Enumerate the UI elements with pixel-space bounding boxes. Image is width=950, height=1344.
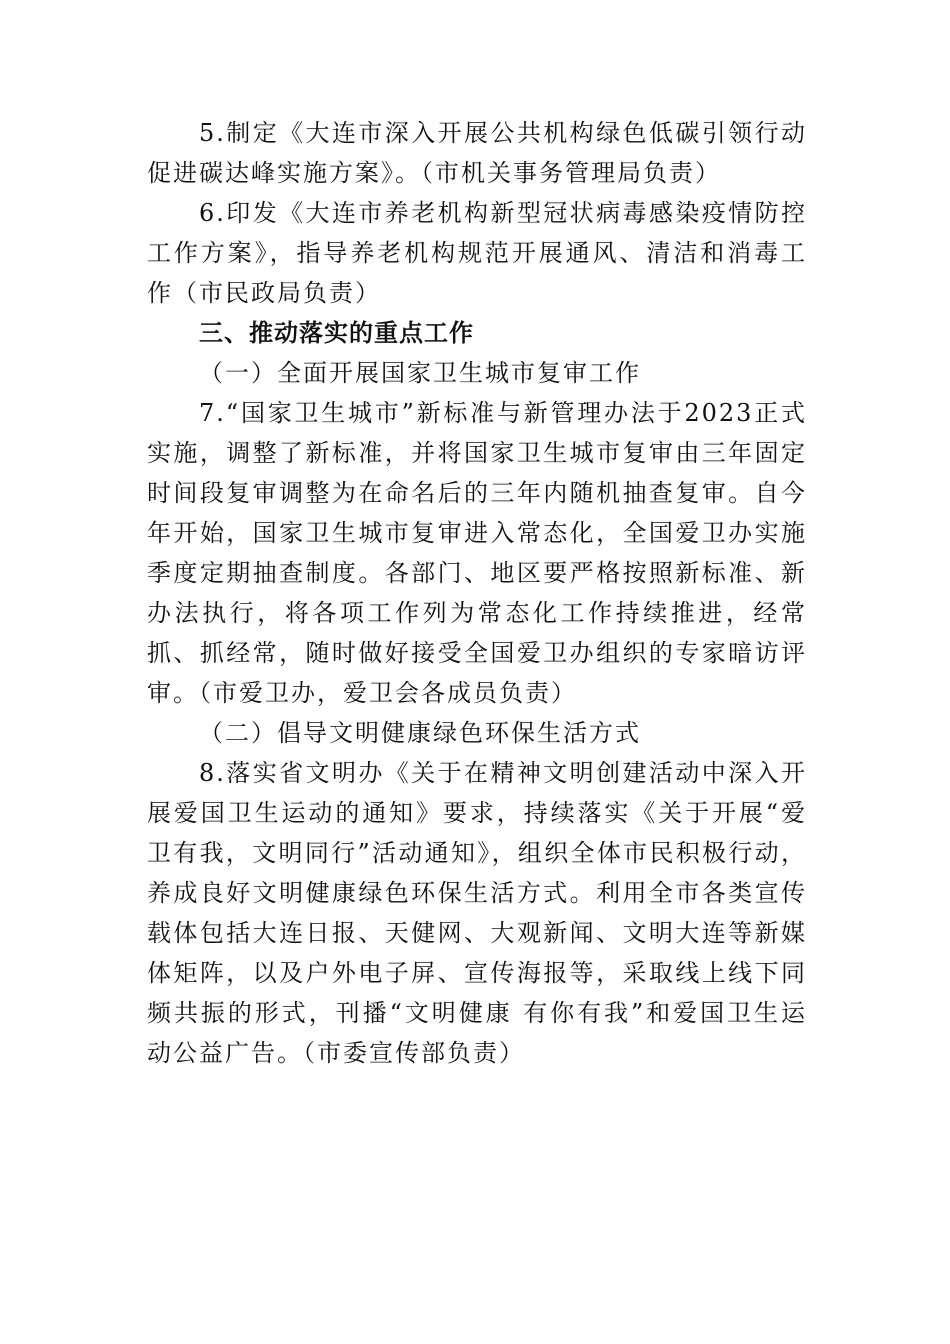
section-heading-3: 三、推动落实的重点工作 [199,319,474,347]
paragraph-item-8: 8.落实省文明办《关于在精神文明创建活动中深入开展爱国卫生运动的通知》要求，持续落实《关于开展“爱卫有我，文明同行”活动通知》，组织全体市民积极行动，养成良好文明健康绿色环保生活方式。利用全市各类宣传载体包括大连日报、天健网、大观新闻、文明大连等新媒体矩阵，以及户外电子屏、宣传海报等，采取线上线下同频共振的形式，刊播“文明健康 有你有我”和爱国卫生运动公益广告。（市委宣传部负责） [147,759,807,1067]
subsection-heading-1: （一）全面开展国家卫生城市复审工作 [199,359,641,387]
document-page [147,113,807,1073]
paragraph-item-6: 6.印发《大连市养老机构新型冠状病毒感染疫情防控工作方案》，指导养老机构规范开展通风、清洁和消毒工作（市民政局负责） [147,199,807,307]
subsection-heading-2: （二）倡导文明健康绿色环保生活方式 [199,719,641,747]
paragraph-item-5: 5.制定《大连市深入开展公共机构绿色低碳引领行动促进碳达峰实施方案》。（市机关事务管理局负责） [147,119,807,187]
paragraph-item-7: 7.“国家卫生城市”新标准与新管理办法于2023正式实施，调整了新标准，并将国家卫生城市复审由三年固定时间段复审调整为在命名后的三年内随机抽查复审。自今年开始，国家卫生城市复审进入常态化，全国爱卫办实施季度定期抽查制度。各部门、地区要严格按照新标准、新办法执行，将各项工作列为常态化工作持续推进，经常抓、抓经常，随时做好接受全国爱卫办组织的专家暗访评审。（市爱卫办，爱卫会各成员负责） [147,399,807,707]
